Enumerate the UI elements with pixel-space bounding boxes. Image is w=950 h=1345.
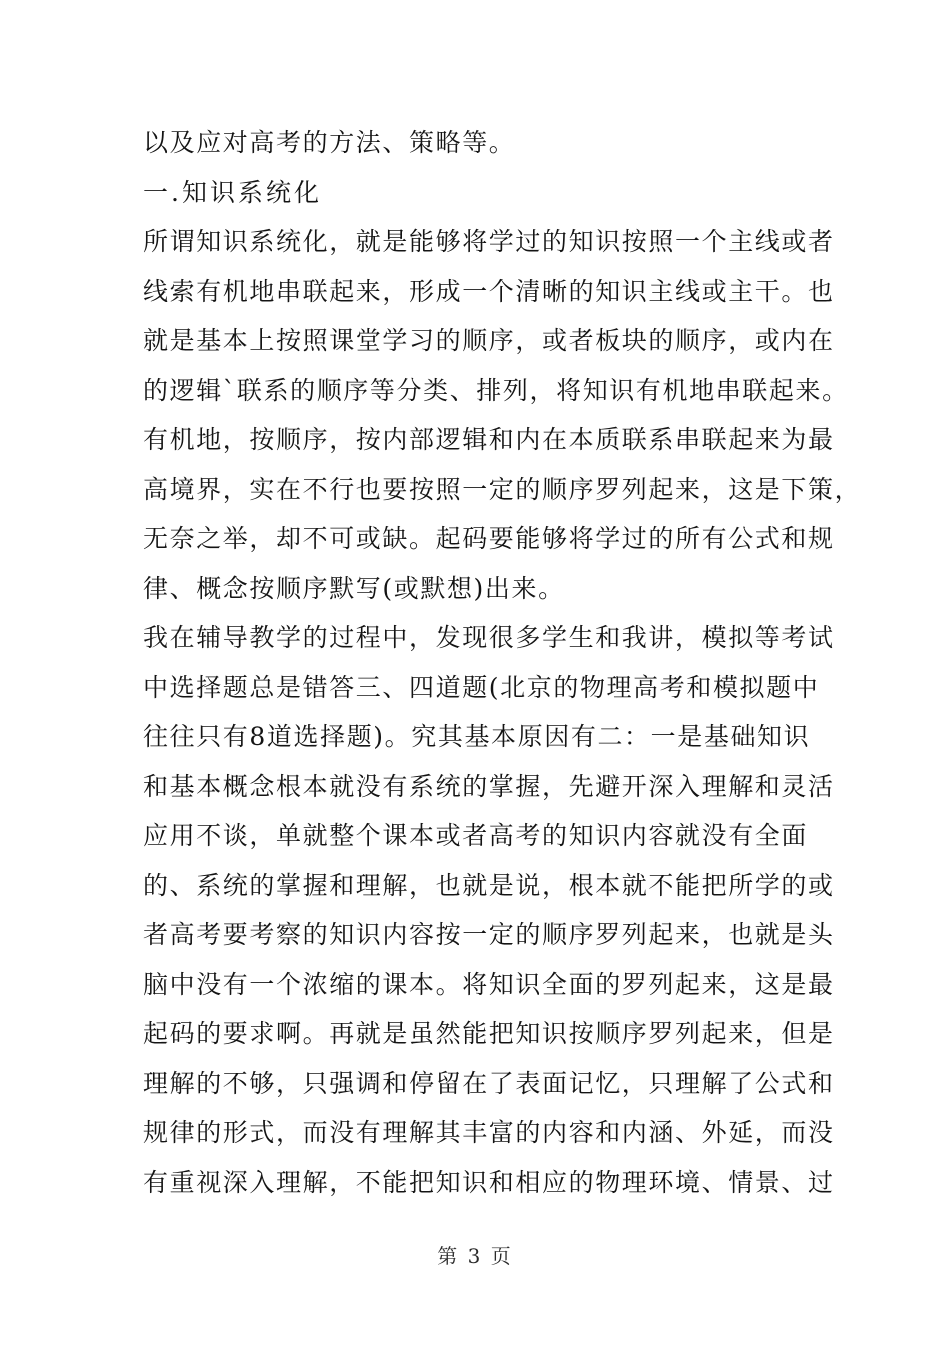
text-line: 有重视深入理解，不能把知识和相应的物理环境、情景、过 bbox=[143, 1167, 835, 1197]
text-line: 所谓知识系统化，就是能够将学过的知识按照一个主线或者 bbox=[143, 227, 835, 256]
text-line: 起码的要求啊。再就是虽然能把知识按顺序罗列起来，但是 bbox=[143, 1019, 835, 1048]
text-line: 我在辅导教学的过程中，发现很多学生和我讲，模拟等考试 bbox=[143, 623, 835, 652]
text-line: 和基本概念根本就没有系统的掌握，先避开深入理解和灵活 bbox=[143, 771, 835, 801]
text-line: 规律的形式，而没有理解其丰富的内容和内涵、外延，而没 bbox=[143, 1118, 835, 1147]
text-line: 就是基本上按照课堂学习的顺序，或者板块的顺序，或内在 bbox=[143, 326, 835, 355]
text-line: 往往只有8道选择题)。究其基本原因有二：一是基础知识 bbox=[143, 722, 811, 751]
text-line: 律、概念按顺序默写(或默想)出来。 bbox=[143, 573, 565, 603]
text-line: 以及应对高考的方法、策略等。 bbox=[143, 128, 516, 157]
text-line: 理解的不够，只强调和停留在了表面记忆，只理解了公式和 bbox=[143, 1068, 835, 1098]
text-line: 线索有机地串联起来，形成一个清晰的知识主线或主干。也 bbox=[143, 276, 835, 306]
text-line: 的、系统的掌握和理解，也就是说，根本就不能把所学的或 bbox=[143, 870, 835, 900]
text-line: 高境界，实在不行也要按照一定的顺序罗列起来，这是下策， bbox=[143, 474, 862, 504]
page-number: 第 3 页 bbox=[437, 1244, 513, 1268]
body-text bbox=[143, 118, 862, 1207]
text-line: 者高考要考察的知识内容按一定的顺序罗列起来，也就是头 bbox=[143, 920, 835, 949]
text-line: 有机地，按顺序，按内部逻辑和内在本质联系串联起来为最 bbox=[143, 425, 835, 454]
section-heading: 一.知识系统化 bbox=[143, 177, 322, 207]
text-line: 中选择题总是错答三、四道题(北京的物理高考和模拟题中 bbox=[143, 672, 820, 702]
text-line: 无奈之举，却不可或缺。起码要能够将学过的所有公式和规 bbox=[143, 524, 835, 553]
text-line: 脑中没有一个浓缩的课本。将知识全面的罗列起来，这是最 bbox=[143, 969, 835, 999]
text-line: 应用不谈，单就整个课本或者高考的知识内容就没有全面 bbox=[143, 821, 809, 850]
text-line: 的逻辑`联系的顺序等分类、排列，将知识有机地串联起来。 bbox=[143, 375, 849, 405]
